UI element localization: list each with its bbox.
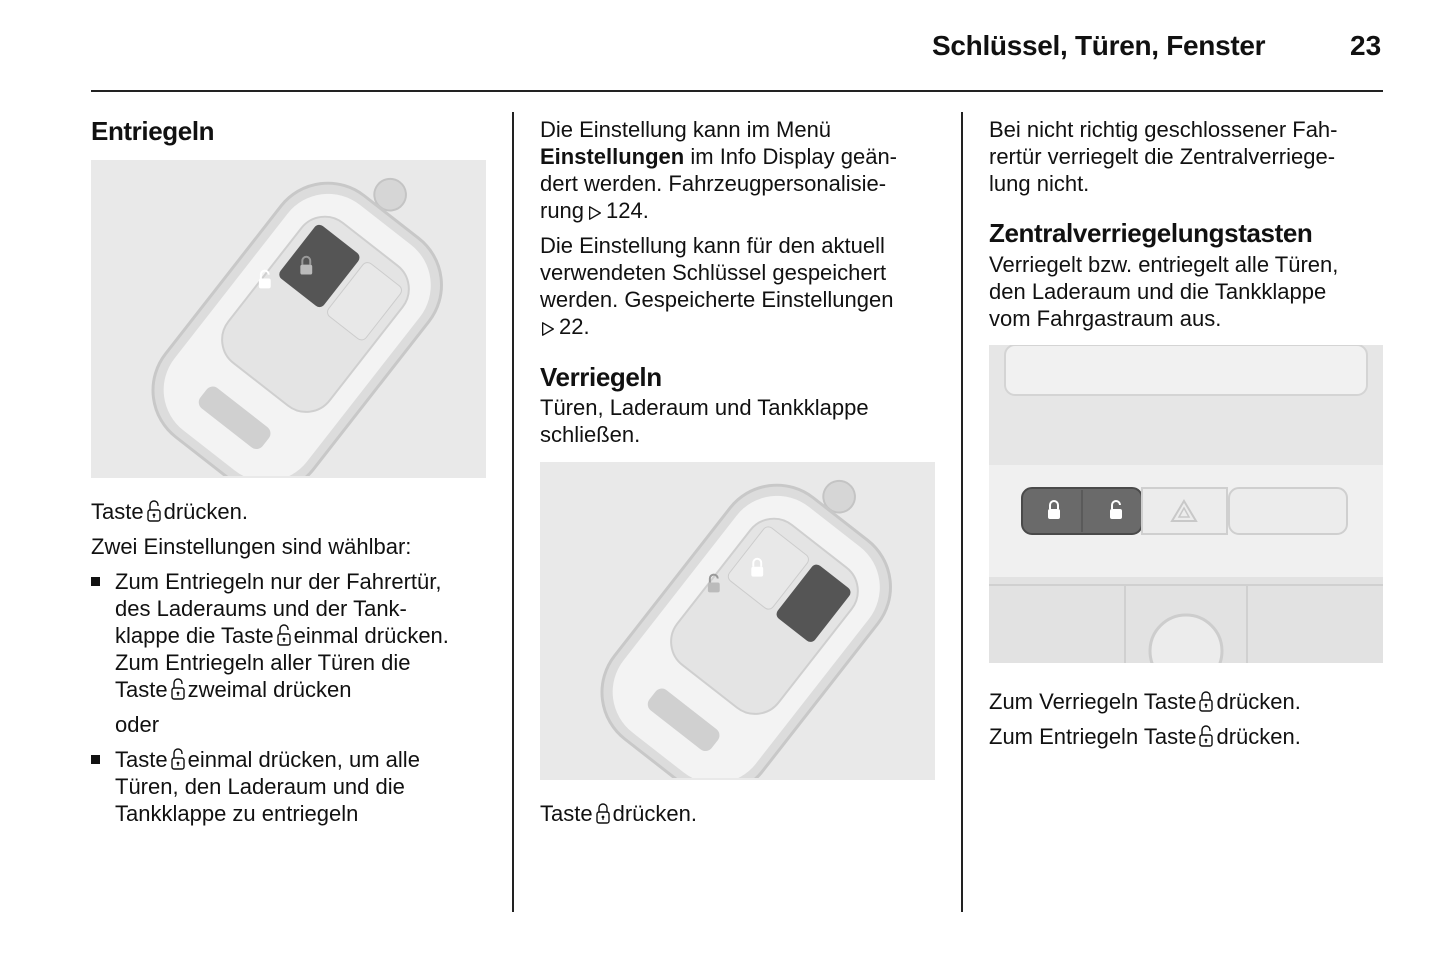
header-rule xyxy=(91,90,1383,92)
dashboard-buttons-figure xyxy=(989,345,1383,663)
unlock-icon xyxy=(277,624,291,646)
column-divider xyxy=(961,112,963,912)
key-fob-unlock-figure xyxy=(91,160,486,478)
unlock-icon xyxy=(171,748,185,770)
col2-text-bottom: Taste drücken. xyxy=(540,801,697,826)
col1-text: Taste drücken. Zwei Einstellungen sind wählbar: Zum Entriegeln nur der Fahrertür, des Laderaums und der Tank- klappe die Taste einmal drücken. Zum Entriegeln aller Türen die Taste zweimal drücken oder Taste einmal drücken, um alle Türen, den Laderaum und die Tankklappe zu entriegeln xyxy=(91,498,491,827)
unlock-icon xyxy=(147,500,161,522)
unlock-icon xyxy=(1199,725,1213,747)
reference-arrow-icon xyxy=(540,321,556,337)
page-number: 23 xyxy=(1350,30,1382,61)
reference-arrow-icon xyxy=(587,205,603,221)
unlock-icon xyxy=(171,678,185,700)
col3-text-top: Bei nicht richtig geschlossener Fah- rertür verriegelt die Zentralverriege- lung nicht. xyxy=(989,117,1338,196)
list-item: Taste einmal drücken, um alle Türen, den Laderaum und die Tankklappe zu entriegeln xyxy=(91,746,491,827)
lock-icon xyxy=(1199,690,1213,712)
key-fob-lock-figure xyxy=(540,462,935,780)
heading-zentralverriegelungstasten: Zentralverriegelungstasten xyxy=(989,218,1313,248)
col3-text-bottom: Zum Verriegeln Taste drücken. Zum Entriegeln Taste drücken. xyxy=(989,689,1301,749)
col2-text-top: Die Einstellung kann im Menü Einstellungen im Info Display geän- dert werden. Fahrzeugpersonalisie- rung 124. Die Einstellung kann für den aktuell verwendeten Schlüssel gespeichert werden. Gespeicherte Einstellungen 22. xyxy=(540,117,898,339)
col3-text-mid: Verriegelt bzw. entriegelt alle Türen, den Laderaum und die Tankklappe vom Fahrgastraum aus. xyxy=(989,252,1339,331)
heading-entriegeln: Entriegeln xyxy=(91,116,215,146)
paragraph: oder xyxy=(115,712,160,737)
column-divider xyxy=(512,112,514,912)
paragraph: Zwei Einstellungen sind wählbar: xyxy=(91,534,412,559)
chapter-title: Schlüssel, Türen, Fenster xyxy=(932,30,1266,61)
col2-text-mid: Türen, Laderaum und Tankklappe schließen. xyxy=(540,395,869,447)
lock-icon xyxy=(596,802,610,824)
list-item: Zum Entriegeln nur der Fahrertür, des Laderaums und der Tank- klappe die Taste einmal drücken. Zum Entriegeln aller Türen die Taste zweimal drücken xyxy=(91,568,491,703)
heading-verriegeln: Verriegeln xyxy=(540,362,662,392)
